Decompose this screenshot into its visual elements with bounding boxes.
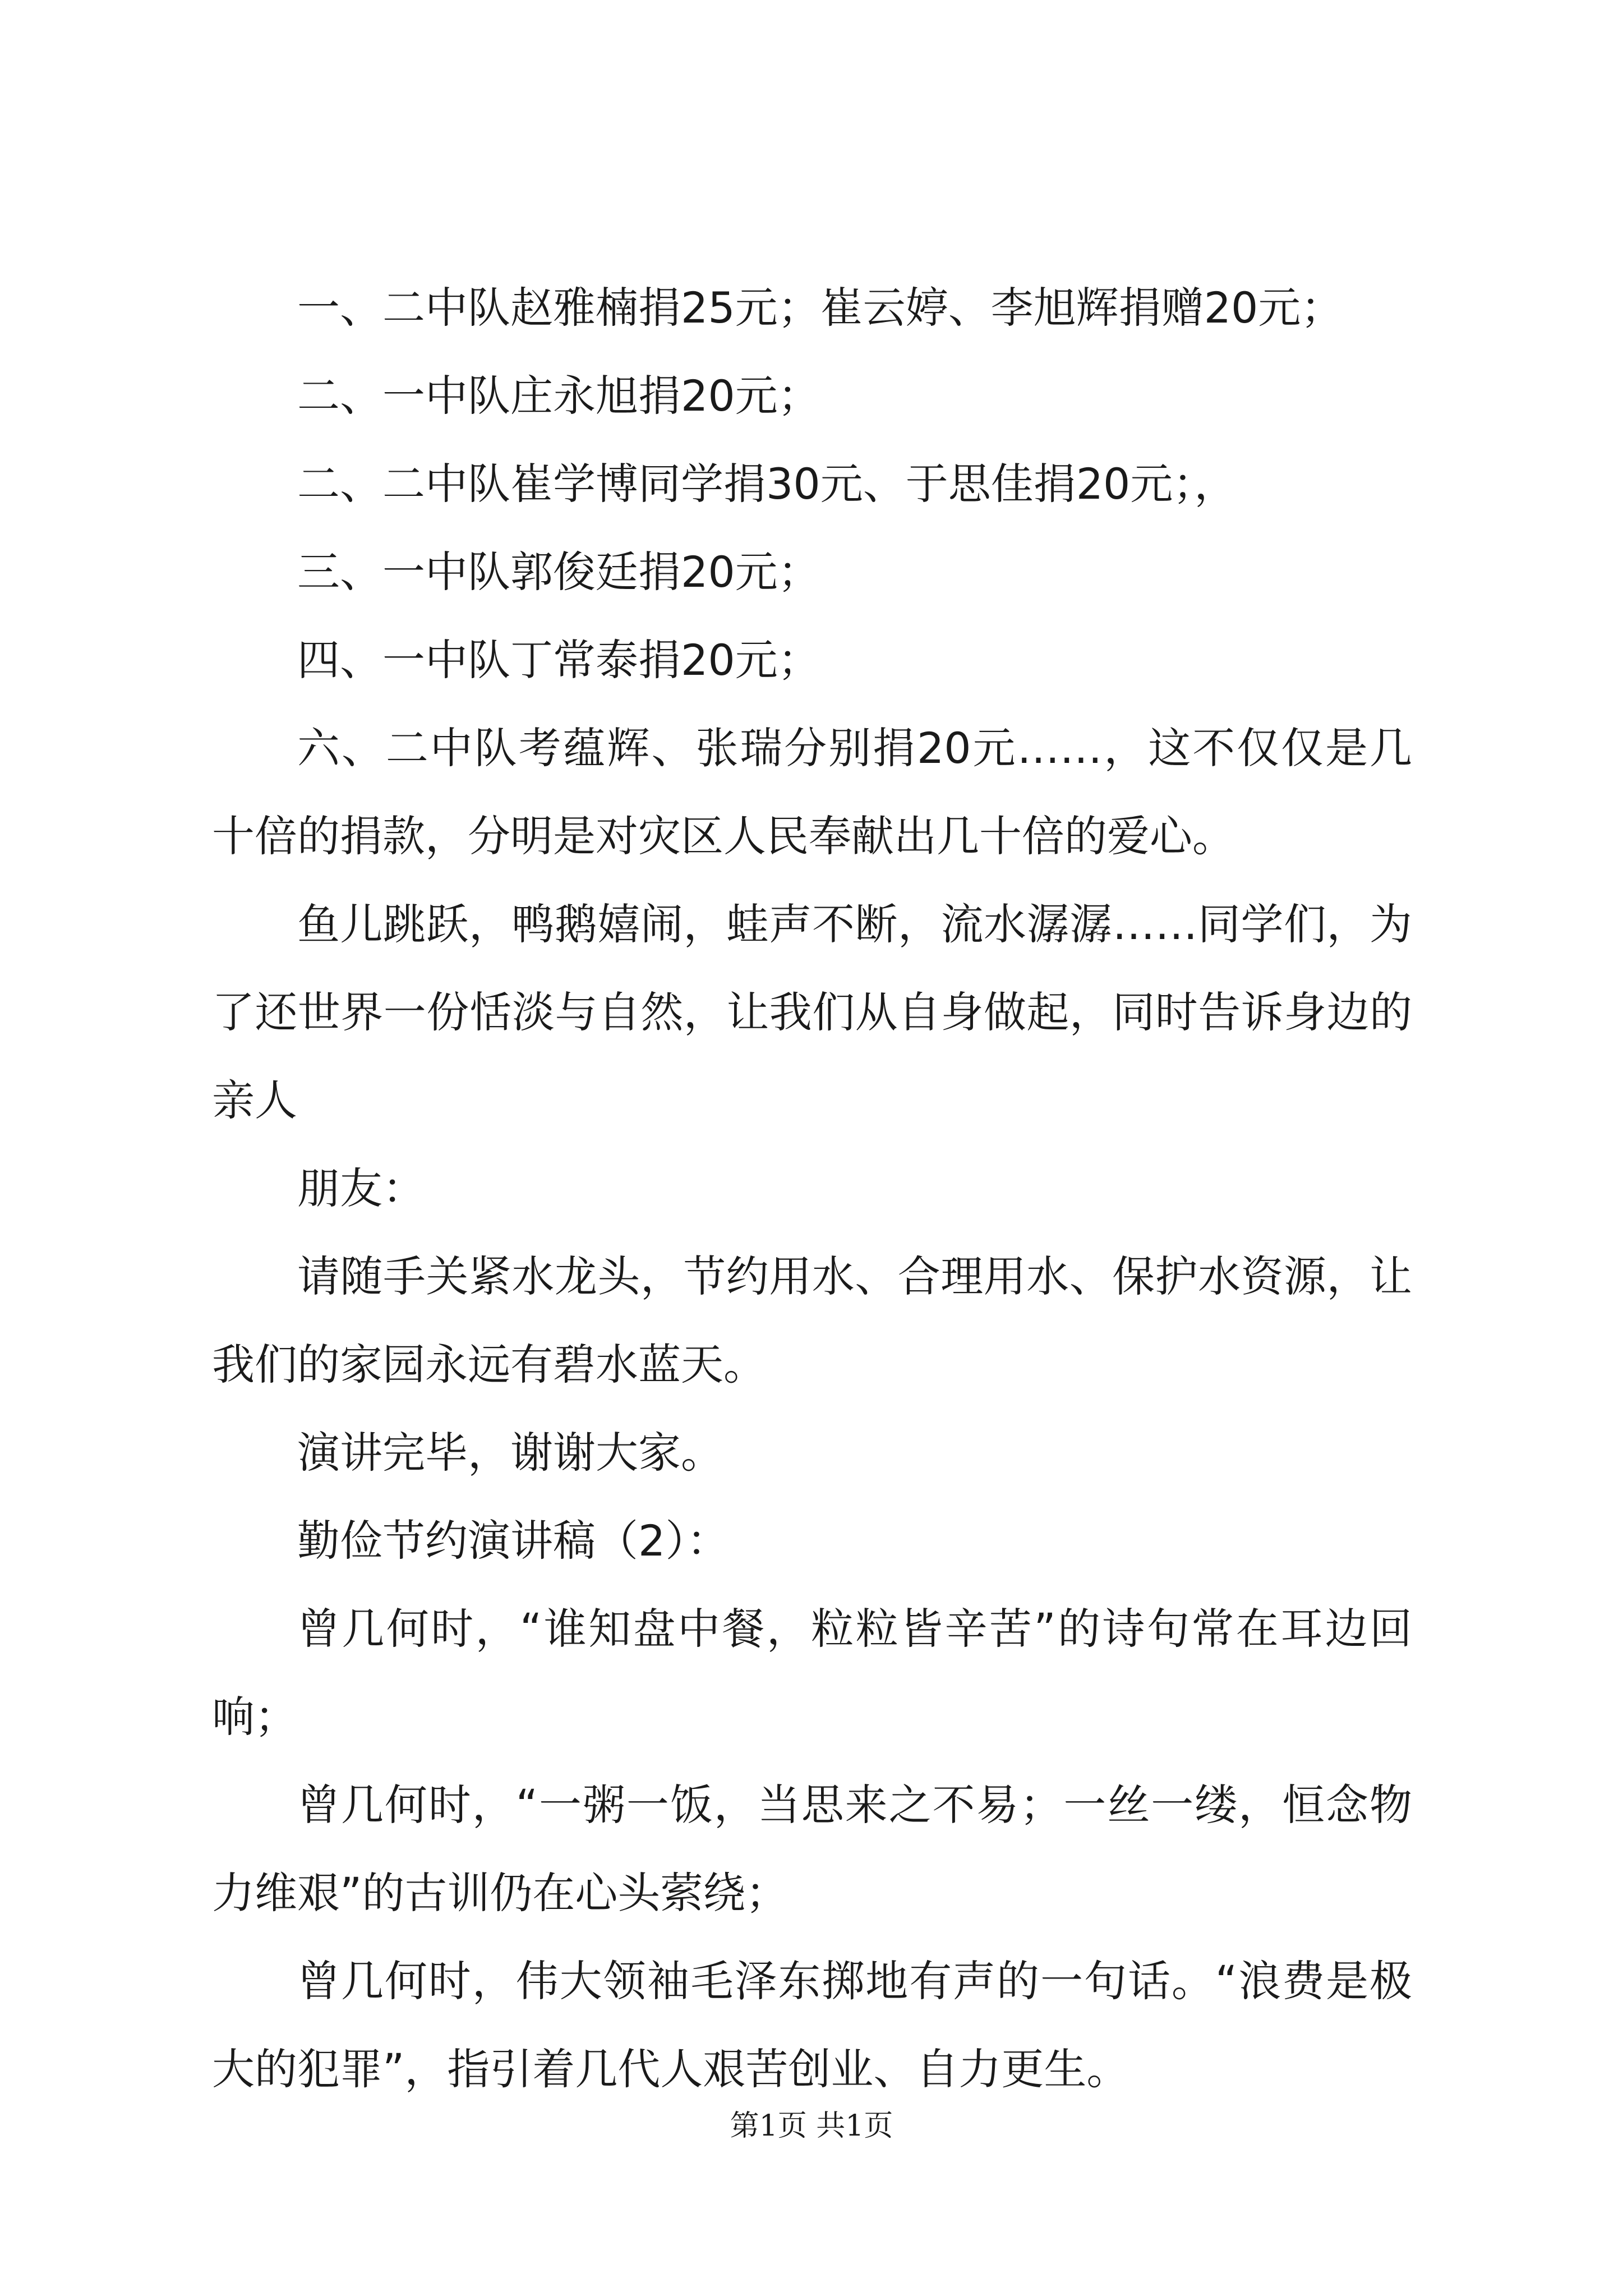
- paragraph: 请随手关紧水龙头，节约用水、合理用水、保护水资源，让我们的家园永远有碧水蓝天。: [212, 1251, 1412, 1389]
- paragraph: 六、二中队考蕴辉、张瑞分别捐20元……，这不仅仅是几十倍的捐款，分明是对灾区人民奉献出几十倍的爱心。: [212, 723, 1412, 861]
- paragraph: 曾几何时，伟大领袖毛泽东掷地有声的一句话。“浪费是极大的犯罪”，指引着几代人艰苦创业、自力更生。: [212, 1956, 1412, 2094]
- paragraph: 四、一中队丁常泰捐20元；: [297, 635, 820, 685]
- document-body: [212, 264, 1412, 2113]
- section-heading: 勤俭节约演讲稿（2）：: [297, 1516, 730, 1566]
- paragraph: 三、一中队郭俊廷捐20元；: [297, 547, 820, 597]
- paragraph: 朋友：: [297, 1163, 425, 1213]
- paragraph: 鱼儿跳跃，鸭鹅嬉闹，蛙声不断，流水潺潺……同学们，为了还世界一份恬淡与自然，让我们从自身做起，同时告诉身边的亲人: [212, 899, 1412, 1125]
- paragraph: 一、二中队赵雅楠捐25元；崔云婷、李旭辉捐赠20元；: [297, 283, 1344, 333]
- paragraph: 二、一中队庄永旭捐20元；: [297, 371, 820, 421]
- paragraph: 曾几何时，“一粥一饭，当思来之不易；一丝一缕，恒念物力维艰”的古训仍在心头萦绕；: [212, 1780, 1412, 1918]
- paragraph: 演讲完毕，谢谢大家。: [297, 1428, 723, 1478]
- paragraph: 曾几何时，“谁知盘中餐，粒粒皆辛苦”的诗句常在耳边回响；: [212, 1604, 1412, 1742]
- page-footer: 第1页 共1页: [730, 2109, 893, 2143]
- paragraph: 二、二中队崔学博同学捐30元、于思佳捐20元；，: [297, 459, 1237, 509]
